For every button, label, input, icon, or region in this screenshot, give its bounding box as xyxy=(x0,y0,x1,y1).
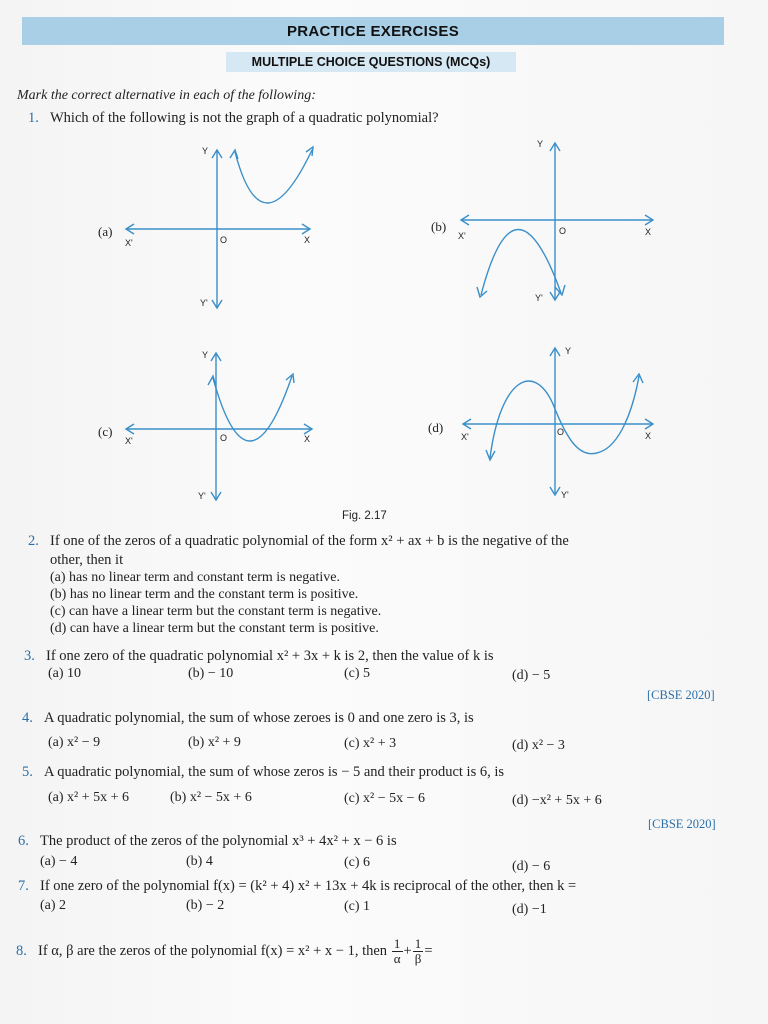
question-text: Which of the following is not the graph of a quadratic polynomial? xyxy=(50,110,439,126)
question-4-option-b: (b) x² + 9 xyxy=(188,735,241,750)
question-3-option-a: (a) 10 xyxy=(48,666,82,681)
question-7-option-d: (d) −1 xyxy=(512,902,547,917)
question-7-option-b: (b) − 2 xyxy=(186,898,225,913)
question-text: If one of the zeros of a quadratic polynomial of the form x² + ax + b is the negative of the xyxy=(50,533,569,549)
graph-b-y2-label: Y' xyxy=(535,293,543,303)
question-4-option-d: (d) x² − 3 xyxy=(512,738,565,753)
graph-c-x-label: X xyxy=(304,434,311,444)
question-number: 6. xyxy=(18,833,29,849)
question-4-option-a: (a) x² − 9 xyxy=(48,735,101,750)
graph-a-y2-label: Y' xyxy=(200,298,208,308)
question-4 xyxy=(22,710,474,727)
question-6-option-d: (d) − 6 xyxy=(512,859,551,874)
question-2-option-c: (c) can have a linear term but the constant term is negative. xyxy=(50,604,382,619)
graph-b-label: (b) xyxy=(431,219,447,234)
question-number: 8. xyxy=(16,943,27,959)
graph-d-y2-label: Y' xyxy=(561,490,569,500)
graph-a xyxy=(120,140,320,315)
question-number: 2. xyxy=(28,533,39,549)
graph-a-x2-label: X' xyxy=(125,238,133,248)
question-number: 5. xyxy=(22,764,33,780)
graph-a-origin-label: O xyxy=(220,235,228,245)
section-title: PRACTICE EXERCISES xyxy=(286,22,460,40)
plus-sign: + xyxy=(403,943,412,959)
question-7-option-a: (a) 2 xyxy=(40,898,67,913)
question-3-source-tag: [CBSE 2020] xyxy=(647,688,715,702)
figure-caption: Fig. 2.17 xyxy=(342,510,387,522)
graph-a-x-label: X xyxy=(304,235,311,245)
graph-d xyxy=(455,340,660,505)
question-8 xyxy=(16,936,433,966)
question-1 xyxy=(28,110,439,127)
graph-b-x2-label: X' xyxy=(458,231,466,241)
graph-c xyxy=(120,345,320,505)
question-5-option-c: (c) x² − 5x − 6 xyxy=(344,791,426,806)
subsection-title: MULTIPLE CHOICE QUESTIONS (MCQs) xyxy=(251,55,491,69)
question-number: 3. xyxy=(24,648,35,664)
question-6-option-a: (a) − 4 xyxy=(40,854,78,869)
question-5-source-tag: [CBSE 2020] xyxy=(648,817,716,831)
fraction-one-over-beta: $\frac{1}{\beta}$ xyxy=(414,936,422,967)
graph-d-x-label: X xyxy=(645,431,652,441)
graph-b xyxy=(455,135,660,310)
graph-b-x-label: X xyxy=(645,227,652,237)
graph-b-origin-label: O xyxy=(559,226,567,236)
question-number: 1. xyxy=(28,110,39,126)
instruction-text: Mark the correct alternative in each of the following: xyxy=(17,88,316,103)
graph-b-y-label: Y xyxy=(537,139,544,149)
question-text: A quadratic polynomial, the sum of whose zeroes is 0 and one zero is 3, is xyxy=(44,710,474,726)
question-2-option-a: (a) has no linear term and constant term is negative. xyxy=(50,570,341,585)
question-2-option-d: (d) can have a linear term but the constant term is positive. xyxy=(50,621,379,636)
question-4-option-c: (c) x² + 3 xyxy=(344,736,397,751)
fraction-one-over-alpha: $\frac{1}{\alpha}$ xyxy=(393,936,401,967)
graph-d-x2-label: X' xyxy=(461,432,469,442)
graph-d-label: (d) xyxy=(428,420,444,435)
question-2-line2: other, then it xyxy=(50,552,124,568)
graph-c-x2-label: X' xyxy=(125,436,133,446)
graph-d-y-label: Y xyxy=(565,346,572,356)
question-6-option-b: (b) 4 xyxy=(186,854,213,869)
equals-sign: = xyxy=(424,943,433,959)
graph-c-y2-label: Y' xyxy=(198,491,206,501)
question-3 xyxy=(24,648,494,665)
question-5 xyxy=(22,764,504,781)
graph-d-origin-label: O xyxy=(557,427,565,437)
graph-c-y-label: Y xyxy=(202,350,209,360)
question-7 xyxy=(18,878,576,895)
question-5-option-b: (b) x² − 5x + 6 xyxy=(170,790,252,805)
question-3-option-c: (c) 5 xyxy=(344,666,371,681)
subsection-banner xyxy=(226,52,516,72)
question-6-option-c: (c) 6 xyxy=(344,855,371,870)
question-text: The product of the zeros of the polynomial x³ + 4x² + x − 6 is xyxy=(40,833,397,849)
question-2 xyxy=(28,533,569,550)
question-3-option-d: (d) − 5 xyxy=(512,668,551,683)
question-text: If one zero of the polynomial f(x) = (k² + 4) x² + 13x + 4k is reciprocal of the other, then k = xyxy=(40,878,577,894)
question-3-option-b: (b) − 10 xyxy=(188,666,234,681)
graph-a-y-label: Y xyxy=(202,146,209,156)
graph-c-label: (c) xyxy=(98,424,113,439)
graph-c-origin-label: O xyxy=(220,433,228,443)
question-text: If α, β are the zeros of the polynomial f(x) = x² + x − 1, then xyxy=(38,943,388,959)
question-number: 7. xyxy=(18,878,29,894)
question-6 xyxy=(18,833,397,850)
question-7-option-c: (c) 1 xyxy=(344,899,371,914)
question-5-option-a: (a) x² + 5x + 6 xyxy=(48,790,130,805)
question-2-option-b: (b) has no linear term and the constant term is positive. xyxy=(50,587,359,602)
section-banner xyxy=(22,17,724,45)
question-text: If one zero of the quadratic polynomial x² + 3x + k is 2, then the value of k is xyxy=(46,648,494,664)
question-number: 4. xyxy=(22,710,33,726)
graph-a-label: (a) xyxy=(98,224,113,239)
question-text: A quadratic polynomial, the sum of whose zeros is − 5 and their product is 6, is xyxy=(44,764,505,780)
question-5-option-d: (d) −x² + 5x + 6 xyxy=(512,793,602,808)
